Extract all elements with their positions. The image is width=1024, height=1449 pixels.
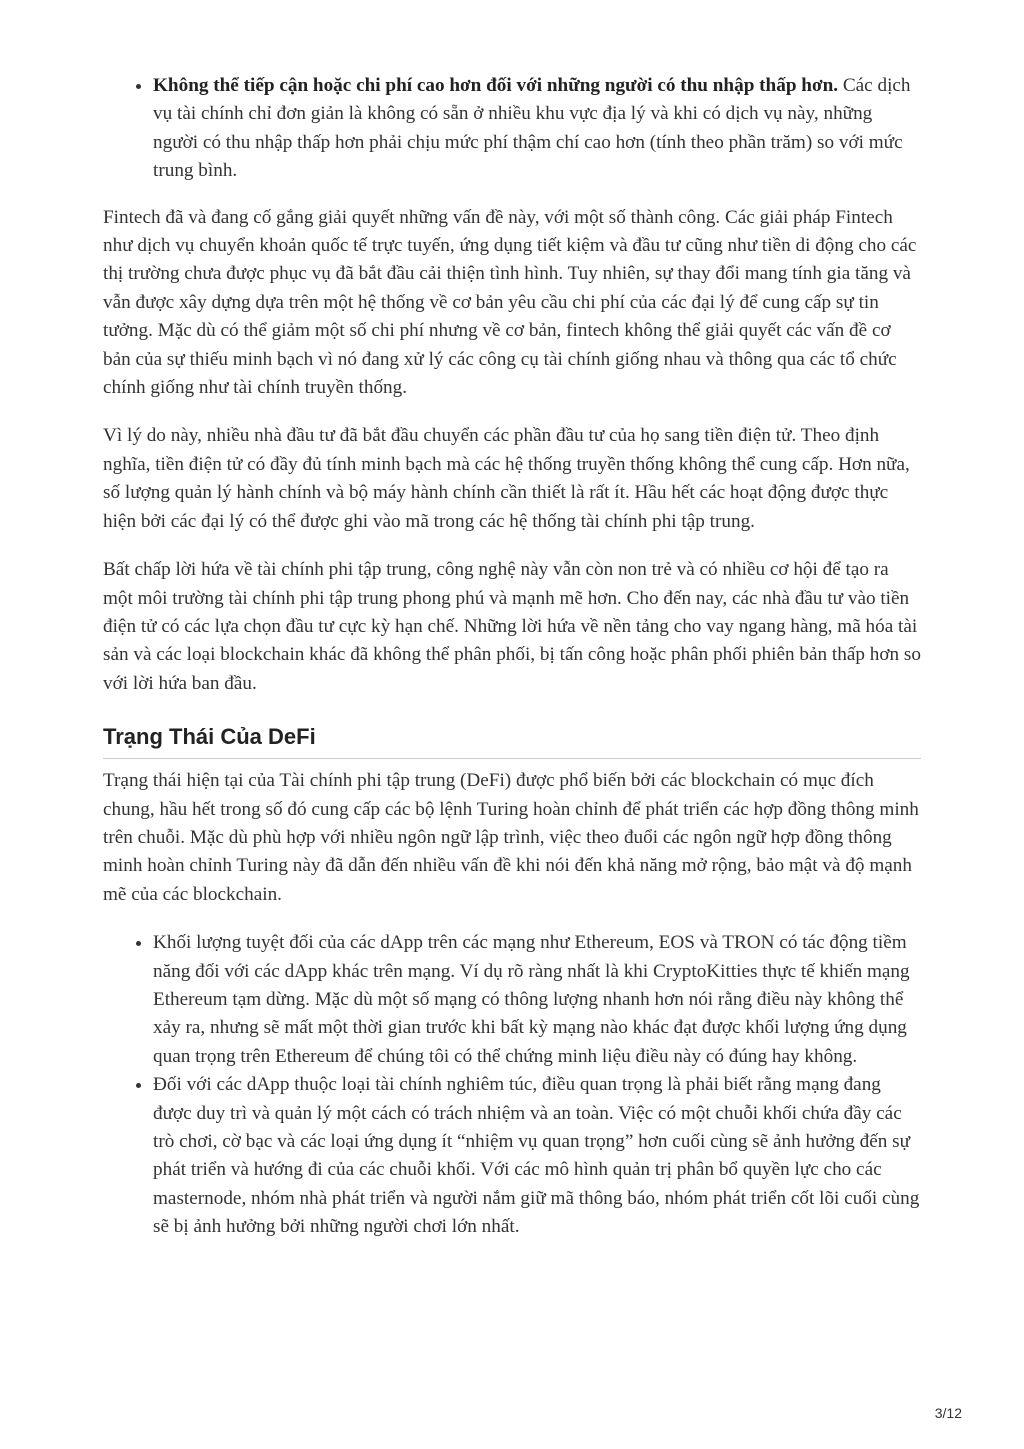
paragraph-crypto: Vì lý do này, nhiều nhà đầu tư đã bắt đầu chuyển các phần đầu tư của họ sang tiền điện tử. Theo định nghĩa, tiền điện tử có đầy đủ tính minh bạch mà các hệ thống truyền thống không thể cung cấp. Hơn nữa, số lượng quản lý hành chính và bộ máy hành chính cần thiết là rất ít. Hầu hết các hoạt động được thực hiện bởi các đại lý có thể được ghi vào mã trong các hệ thống tài chính phi tập trung.	[103, 425, 910, 532]
document-page	[103, 72, 921, 1260]
top-bullet-list	[103, 72, 921, 186]
defi-bullet-list	[103, 929, 921, 1241]
page-number: 3/12	[934, 1405, 962, 1421]
list-item	[153, 72, 921, 186]
list-item: • Đối với các dApp thuộc loại tài chính nghiêm túc, điều quan trọng là phải biết rằng mạng đang được duy trì và quản lý một cách có trách nhiệm và an toàn. Việc có một chuỗi khối chứa đầy các trò chơi, cờ bạc và các loại ứng dụng ít “nhiệm vụ quan trọng” hơn cuối cùng sẽ ảnh hưởng đến sự phát triển và hướng đi của các chuỗi khối. Với các mô hình quản trị phân bổ quyền lực cho các masternode, nhóm nhà phát triển và người nắm giữ mã thông báo, nhóm phát triển cốt lõi cuối cùng sẽ bị ảnh hưởng bởi những người chơi lớn nhất.	[153, 1071, 921, 1241]
paragraph-defi-intro: Trạng thái hiện tại của Tài chính phi tập trung (DeFi) được phổ biến bởi các blockchain có mục đích chung, hầu hết trong số đó cung cấp các bộ lệnh Turing hoàn chỉnh để phát triển các hợp đồng thông minh trên chuỗi. Mặc dù phù hợp với nhiều ngôn ngữ lập trình, việc theo đuổi các ngôn ngữ hợp đồng thông minh hoàn chỉnh Turing này đã dẫn đến nhiều vấn đề khi nói đến khả năng mở rộng, bảo mật và độ mạnh mẽ của các blockchain.	[103, 770, 919, 905]
bullet-text: Các dịch vụ tài chính chỉ đơn giản là không có sẵn ở nhiều khu vực địa lý và khi có dịch vụ này, những người có thu nhập thấp hơn phải chịu mức phí thậm chí cao hơn (tính theo phần trăm) so với mức trung bình.	[153, 75, 911, 182]
list-item: • Khối lượng tuyệt đối của các dApp trên các mạng như Ethereum, EOS và TRON có tác động tiềm năng đối với các dApp khác trên mạng. Ví dụ rõ ràng nhất là khi CryptoKitties thực tế khiến mạng Ethereum tạm dừng. Mặc dù một số mạng có thông lượng nhanh hơn nói rằng điều này không thể xảy ra, nhưng sẽ mất một thời gian trước khi bất kỳ mạng nào khác đạt được khối lượng ứng dụng quan trọng trên Ethereum để chúng tôi có thể chứng minh liệu điều này có đúng hay không.	[153, 929, 921, 1071]
paragraph-promise: Bất chấp lời hứa về tài chính phi tập trung, công nghệ này vẫn còn non trẻ và có nhiều cơ hội để tạo ra một môi trường tài chính phi tập trung phong phú và mạnh mẽ hơn. Cho đến nay, các nhà đầu tư vào tiền điện tử có các lựa chọn đầu tư cực kỳ hạn chế. Những lời hứa về nền tảng cho vay ngang hàng, mã hóa tài sản và các loại blockchain khác đã không thể phân phối, bị tấn công hoặc phân phối phiên bản thấp hơn so với lời hứa ban đầu.	[103, 559, 921, 694]
paragraph-fintech: Fintech đã và đang cố gắng giải quyết những vấn đề này, với một số thành công. Các giải pháp Fintech như dịch vụ chuyển khoản quốc tế trực tuyến, ứng dụng tiết kiệm và đầu tư cũng như tiền di động cho các thị trường chưa được phục vụ đã bắt đầu cải thiện tình hình. Tuy nhiên, sự thay đổi mang tính gia tăng và vẫn được xây dựng dựa trên một hệ thống về cơ bản yêu cầu chi phí của các đại lý để cung cấp sự tin tưởng. Mặc dù có thể giảm một số chi phí nhưng về cơ bản, fintech không thể giải quyết các vấn đề cơ bản của sự thiếu minh bạch vì nó đang xử lý các công cụ tài chính giống nhau và thông qua các tổ chức chính giống như tài chính truyền thống.	[103, 206, 917, 399]
bullet-bold-lead: Không thể tiếp cận hoặc chi phí cao hơn đối với những người có thu nhập thấp hơn.	[153, 75, 839, 96]
section-heading: Trạng Thái Của DeFi	[103, 724, 921, 759]
